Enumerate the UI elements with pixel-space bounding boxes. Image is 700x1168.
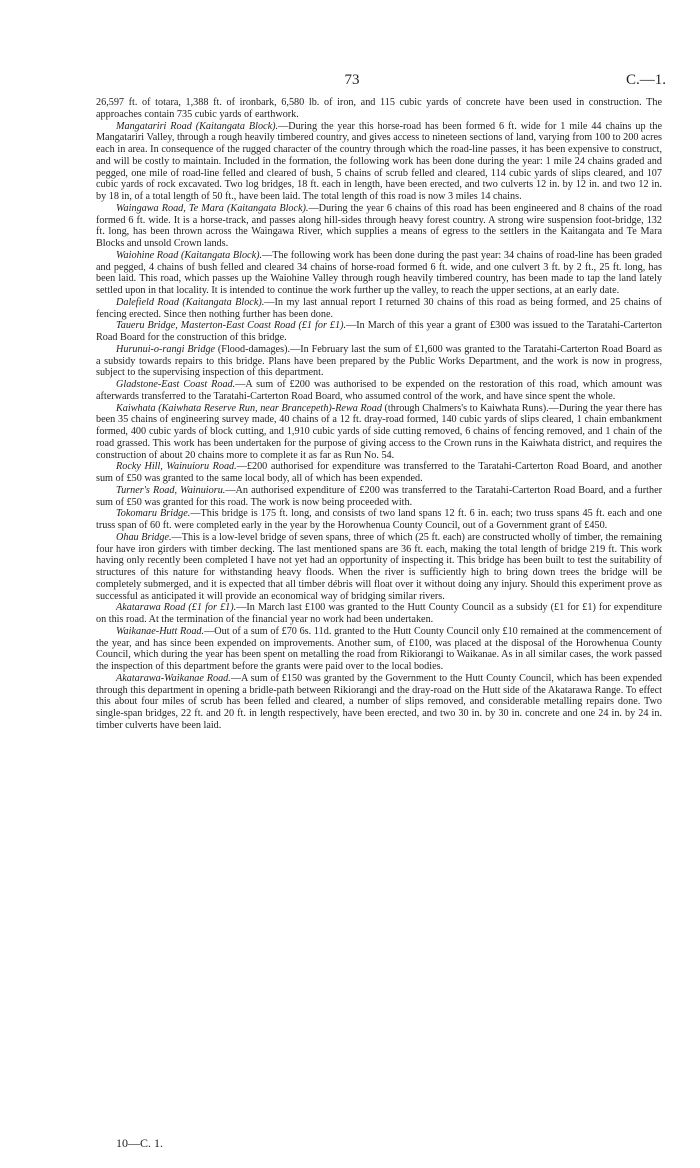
paragraph: 26,597 ft. of totara, 1,388 ft. of ironbark, 6,580 lb. of iron, and 115 cubic yards of concrete have been used in construction. The approaches contain 735 cubic yards of earthwork. (96, 97, 662, 120)
section-heading: Turner's Road, Wainuioru. (116, 484, 226, 496)
paragraph: Akatarawa Road (£1 for £1).—In March last £100 was granted to the Hutt County Council as a subsidy (£1 for £1) for expenditure on this road. At the termination of the financial year no work had been undertaken. (96, 602, 662, 625)
section-heading: Kaiwhata (Kaiwhata Reserve Run, near Brancepeth)-Rewa Road (116, 402, 382, 414)
paragraph: Rocky Hill, Wainuioru Road.—£200 authorised for expenditure was transferred to the Taratahi-Carterton Road Board, and another sum of £50 was granted to the same local body, all of which has been expended. (96, 461, 662, 484)
section-heading: Dalefield Road (Kaitangata Block). (116, 296, 265, 308)
section-heading: Taueru Bridge, Masterton-East Coast Road (£1 for £1). (116, 320, 347, 332)
section-heading: Akatarawa Road (£1 for £1). (116, 602, 237, 614)
paragraph: Taueru Bridge, Masterton-East Coast Road (£1 for £1).—In March of this year a grant of £300 was issued to the Taratahi-Carterton Road Board for the construction of this bridge. (96, 320, 662, 343)
paragraph: Turner's Road, Wainuioru.—An authorised expenditure of £200 was transferred to the Taratahi-Carterton Road Board, and a further sum of £50 was granted for this road. The work is now being proceeded with. (96, 484, 662, 508)
section-heading: Rocky Hill, Wainuioru Road. (116, 461, 237, 473)
paragraph: Dalefield Road (Kaitangata Block).—In my last annual report I returned 30 chains of this road as being formed, and 25 chains of fencing erected. Since then nothing further has been done. (96, 296, 662, 320)
section-heading: Hurunui-o-rangi Bridge (116, 343, 216, 355)
paragraph: Waingawa Road, Te Mara (Kaitangata Block).—During the year 6 chains of this road has been engineered and 8 chains of the road formed 6 ft. wide. It is a horse-track, and passes along hill-sides through heavy forest country. A strong wire suspension foot-bridge, 132 ft. long, has been thrown across the Waingawa River, which supplies a means of egress to the settlers in the Kaitangata and Te Mara Blocks and unsold Crown lands. (96, 202, 662, 249)
paragraph: Mangatariri Road (Kaitangata Block).—During the year this horse-road has been formed 6 ft. wide for 1 mile 44 chains up the Mangatariri Valley, through a rough heavily timbered country, and gives access to nineteen sections of land, varying from 100 to 200 acres each in area. In consequence of the rugged character of the country through which the road-line passes, it has been expensive to construct, and will be costly to maintain. Included in the formation, the following work has been done during the year: 1 mile 24 chains graded and pegged, one mile of road-line felled and cleared of bush, 5 chains of scrub felled and cleared, 114 cubic yards of slips cleared, and 107 cubic yards of rock excavated. Two log bridges, 18 ft. each in length, have been erected, and two culverts 12 in. by 12 in. and two 12 in. by 18 in, of a total length of 50 ft., have been laid. The total length of this road is now 3 miles 14 chains. (96, 120, 662, 202)
paragraph: Waikanae-Hutt Road.—Out of a sum of £70 6s. 11d. granted to the Hutt County Council only £10 remained at the commencement of the year, and has since been expended on improvements. Another sum, of £100, was placed at the disposal of the Horowhenua County Council, which during the year has been spent on metalling the road from Rikiorangi to Waikanae. As in all similar cases, the work passed the inspection of this department before the grants were paid over to the local bodies. (96, 625, 663, 672)
page-number: 73 (344, 72, 360, 88)
section-heading: Waiohine Road (Kaitangata Block). (116, 249, 263, 261)
paragraph: Hurunui-o-rangi Bridge (Flood-damages).—In February last the sum of £1,600 was granted to the Taratahi-Carterton Road Board as a subsidy towards repairs to this bridge. Plans have been prepared by the Public Works Department, and the work is now in progress, subject to the supervising inspection of this department. (96, 343, 662, 379)
document-reference: C.—1. (625, 72, 666, 88)
section-heading: Akatarawa-Waikanae Road. (116, 672, 231, 684)
paragraph: Waiohine Road (Kaitangata Block).—The following work has been done during the past year: 34 chains of road-line has been graded and pegged, 4 chains of bush felled and cleared 34 chains of horse-road formed 6 ft. wide, and one culvert 3 ft. by 2 ft., 25 ft. long, has been laid. This road, which passes up the Waiohine Valley through rough heavily timbered country, has been made to tap the land lately settled upon in that locality. It is intended to continue the work further up the valley, to reach the upper sections, at an early date. (96, 249, 662, 296)
section-heading: Mangatariri Road (Kaitangata Block). (116, 120, 279, 132)
page-footer-signature: 10—C. 1. (116, 1136, 164, 1150)
section-heading: Gladstone-East Coast Road. (116, 379, 236, 390)
paragraph: Akatarawa-Waikanae Road.—A sum of £150 was granted by the Government to the Hutt County Council, which has been expended through this department in opening a bridle-path between Rikiorangi and the dray-road on the Hutt side of the Akatarawa Range. To effect this about four miles of scrub has been felled and cleared, a number of slips removed, and considerable metalling repairs done. Two single-span bridges, 22 ft. and 20 ft. in length respectively, have been erected, and two 30 in. by 30 in. concrete and one 24 in. by 24 in. timber culverts have been laid. (96, 672, 663, 731)
section-heading: Tokomaru Bridge. (116, 508, 191, 520)
section-heading: Waikanae-Hutt Road. (116, 625, 205, 637)
report-body (96, 97, 662, 732)
paragraph: Kaiwhata (Kaiwhata Reserve Run, near Brancepeth)-Rewa Road (through Chalmers's to Kaiwhata Runs).—During the year there has been 35 chains of engineering survey made, 40 chains of a 12 ft. dray-road formed, 140 cubic yards of slips cleared, 1 chain embankment formed, 400 cubic yards of block cutting, and 1,910 cubic yards of side cutting removed, 6 chains of fencing removed, and 1 chain of the road grassed. This work has been undertaken for the purpose of giving access to the Crown runs in the Kaiwhata district, and requires the construction of about 20 chains more to complete it as far as Run No. 54. (96, 402, 662, 461)
section-heading: Waingawa Road, Te Mara (Kaitangata Block). (116, 202, 309, 214)
paragraph: Gladstone-East Coast Road.—A sum of £200 was authorised to be expended on the restoration of this road, which amount was afterwards transferred to the Taratahi-Carterton Road Board, who assumed control of the work, and have since spent the whole. (96, 379, 662, 402)
paragraph: Tokomaru Bridge.—This bridge is 175 ft. long, and consists of two land spans 12 ft. 6 in. each; two truss spans 45 ft. each and one truss span of 60 ft. were completed early in the year by the Horowhenua County Council, out of a Government grant of £450. (96, 508, 662, 531)
section-heading: Ohau Bridge. (116, 531, 172, 543)
paragraph: Ohau Bridge.—This is a low-level bridge of seven spans, three of which (25 ft. each) are constructed wholly of timber, the remaining four have iron girders with timber decking. The last mentioned spans are 36 ft. each, making the total length of bridge 219 ft. This work having only recently been completed I have not yet had an opportunity of inspecting it. This bridge has been built to test the suitability of structures of this nature for withstanding heavy floods. When the river is sufficiently high to bring down trees the bridge will be completely submerged, and it is expected that all timber débris will float over it without doing any injury. Should this experiment prove as successful as anticipated it will provide an economical way of bridging similar rivers. (96, 531, 662, 602)
